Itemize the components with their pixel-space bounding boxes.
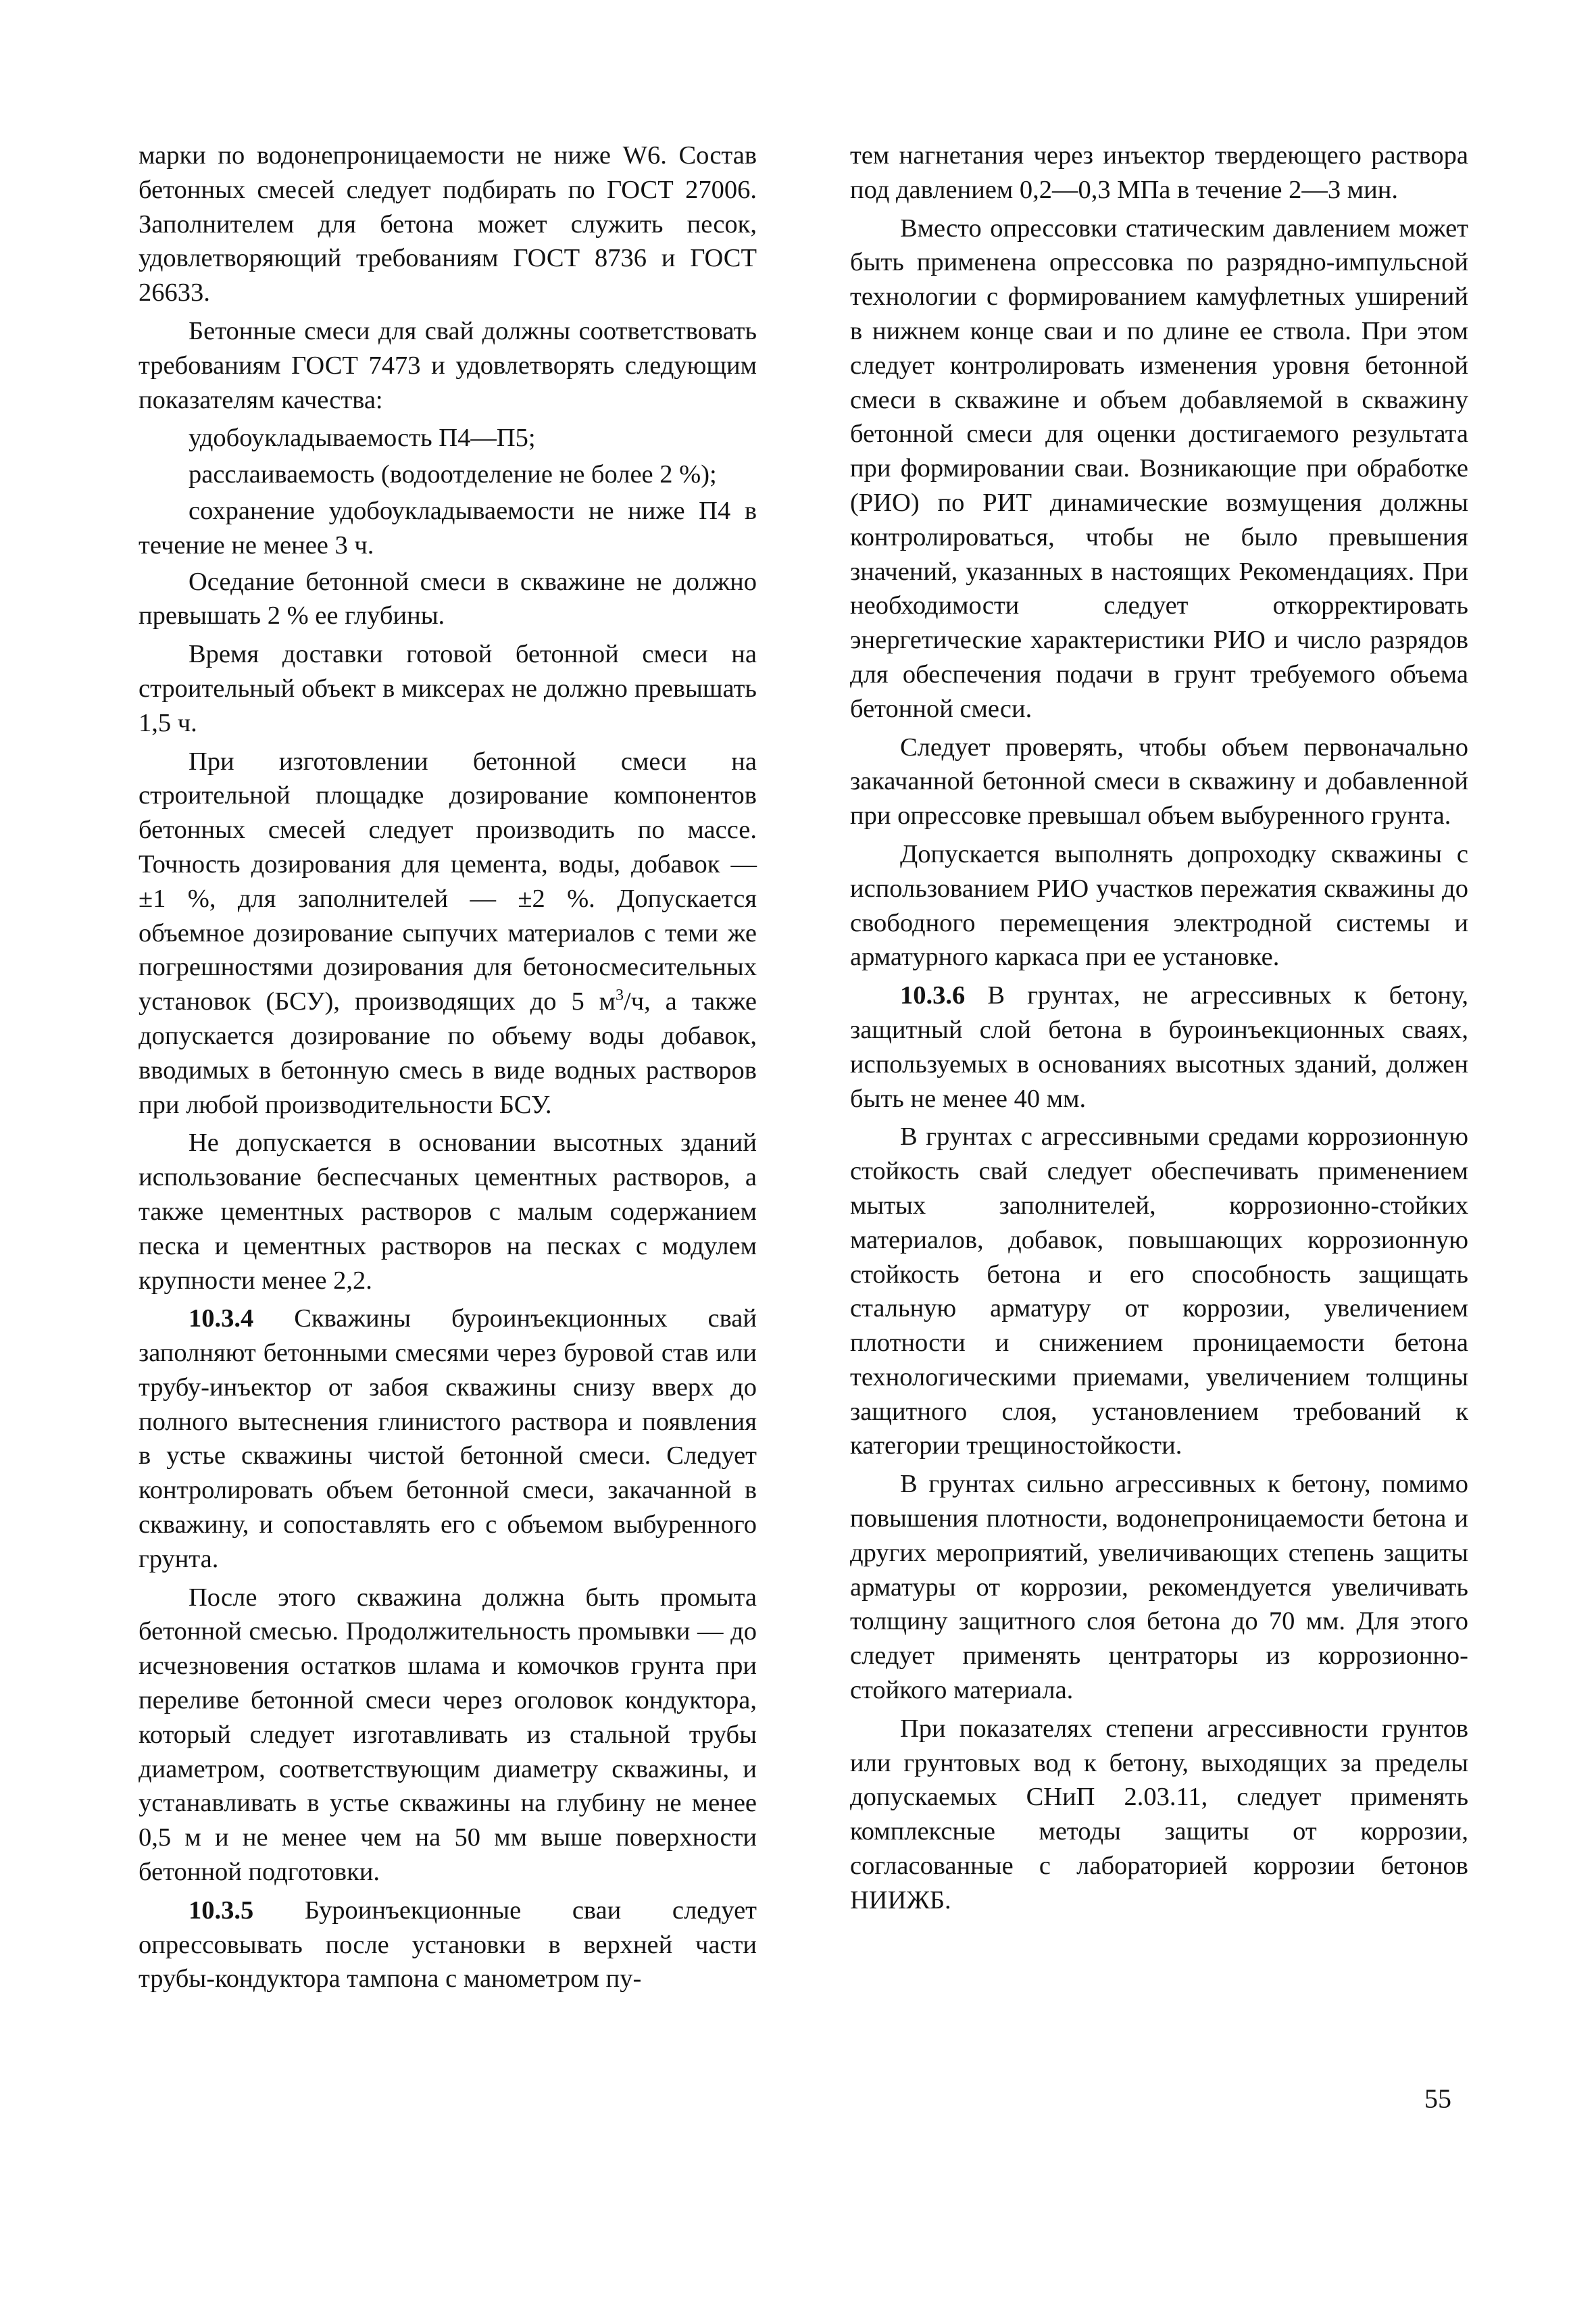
section-number: 10.3.6 [900,981,966,1010]
paragraph: Допускается выполнять допроходку скважины с использованием РИО участков пережатия скважины до свободного перемещения электродной системы и арматурного каркаса при ее установке. [850,839,1468,972]
section-paragraph [139,1302,757,1576]
paragraph: Не допускается в основании высотных зданий использование беспесчаных цементных растворов, а также цементных растворов с малым содержанием песка и цементных растворов на песках с модулем крупности менее 2,2. [139,1129,757,1295]
section-paragraph [850,979,1468,1116]
paragraph: В грунтах с агрессивными средами коррозионную стойкость свай следует обеспечивать применением мытых заполнителей, коррозионно-стойких материалов, добавок, повышающих коррозионную стойкость бетона и его способность защищать стальную арматуру от коррозии, увеличением плотности и снижением проницаемости бетона технологическими приемами, увеличением толщины защитного слоя, установлением требований к категории трещиностойкости. [850,1122,1468,1460]
section-paragraph [139,1894,757,1996]
paragraph: Следует проверять, чтобы объем первоначально закачанной бетонной смеси в скважину и добавленной при опрессовке превышал объем выбуренного грунта. [850,733,1468,831]
list-item: сохранение удобоукладываемости не ниже П4 в течение не менее 3 ч. [139,496,757,560]
paragraph: марки по водонепроницаемости не ниже W6. Состав бетонных смесей следует подбирать по ГОСТ 27006. Заполнителем для бетона может служить песок, удовлетворяющий требованиям ГОСТ 8736 и ГОСТ 26633. [139,141,757,307]
paragraph-text: При изготовлении бетонной смеси на строительной площадке дозирование компонентов бетонных смесей следует производить по массе. Точность дозирования для цемента, воды, добавок — ±1 %, для заполнителей — ±2 %. Допускается объемное дозирование сыпучих материалов с теми же погрешностями дозирования для бетоносмесительных установок (БСУ), производящих до 5 м [139,747,757,1016]
paragraph: Бетонные смеси для свай должны соответствовать требованиям ГОСТ 7473 и удовлетворять следующим показателям качества: [139,316,757,414]
section-text: Скважины буроинъекционных свай заполняют бетонными смесями через буровой став или трубу-инъектор от забоя скважины снизу вверх до полного вытеснения глинистого раствора и появления в устье скважины чистой бетонной смеси. Следует контролировать объем бетонной смеси, закачанной в скважину, и сопоставлять его с объемом выбуренного грунта. [139,1304,757,1573]
section-number: 10.3.5 [189,1896,254,1925]
section-number: 10.3.4 [189,1304,254,1333]
paragraph-text: /ч, а также допускается дозирование по объему воды добавок, вводимых в бетонную смесь в виде водных растворов при любой производительности БСУ. [139,987,757,1119]
paragraph [139,745,757,1122]
paragraph: Время доставки готовой бетонной смеси на строительный объект в миксерах не должно превышать 1,5 ч. [139,640,757,737]
paragraph: тем нагнетания через инъектор твердеющего раствора под давлением 0,2—0,3 МПа в течение 2—3 мин. [850,141,1468,204]
paragraph: Вместо опрессовки статическим давлением может быть применена опрессовка по разрядно-импульсной технологии с формированием камуфлетных уширений в нижнем конце сваи и по длине ее ствола. При этом следует контролировать изменения уровня бетонной смеси в скважине и объем добавляемой в скважину бетонной смеси для оценки достигаемого результата при формировании сваи. Возникающие при обработке (РИО) по РИТ динамические возмущения должны контролироваться, чтобы не было превышения значений, указанных в настоящих Рекомендациях. При необходимости следует откорректировать энергетические характеристики РИО и число разрядов для обеспечения подачи в грунт требуемого объема бетонной смеси. [850,214,1468,723]
right-column [850,139,1468,1922]
section-text: В грунтах, не агрессивных к бетону, защитный слой бетона в буроинъекционных сваях, используемых в основаниях высотных зданий, должен быть не менее 40 мм. [850,981,1468,1113]
page-number: 55 [1424,2083,1451,2114]
section-text: Буроинъекционные сваи следует опрессовывать после установки в верхней части трубы-кондуктора тампона с манометром пу- [139,1896,757,1994]
superscript: 3 [616,987,624,1005]
list-item: удобоукладываемость П4—П5; [189,424,536,453]
paragraph: При показателях степени агрессивности грунтов или грунтовых вод к бетону, выходящих за пределы допускаемых СНиП 2.03.11, следует применять комплексные методы защиты от коррозии, согласованные с лабораторией коррозии бетонов НИИЖБ. [850,1714,1468,1914]
paragraph: После этого скважина должна быть промыта бетонной смесью. Продолжительность промывки — до исчезновения остатков шлама и комочков грунта при переливе бетонной смеси через оголовок кондуктора, который следует изготавливать из стальной трубы диаметром, соответствующим диаметру скважины, и устанавливать в устье скважины на глубину не менее 0,5 м и не менее чем на 50 мм выше поверхности бетонной подготовки. [139,1583,757,1887]
paragraph: Оседание бетонной смеси в скважине не должно превышать 2 % ее глубины. [139,567,757,631]
paragraph: В грунтах сильно агрессивных к бетону, помимо повышения плотности, водонепроницаемости бетона и других мероприятий, увеличивающих степень защиты арматуры от коррозии, рекомендуется увеличивать толщину защитного слоя бетона до 70 мм. Для этого следует применять центраторы из коррозионно-стойкого материала. [850,1470,1468,1705]
list-item: расслаиваемость (водоотделение не более 2 %); [189,460,717,489]
left-column [139,139,757,2000]
